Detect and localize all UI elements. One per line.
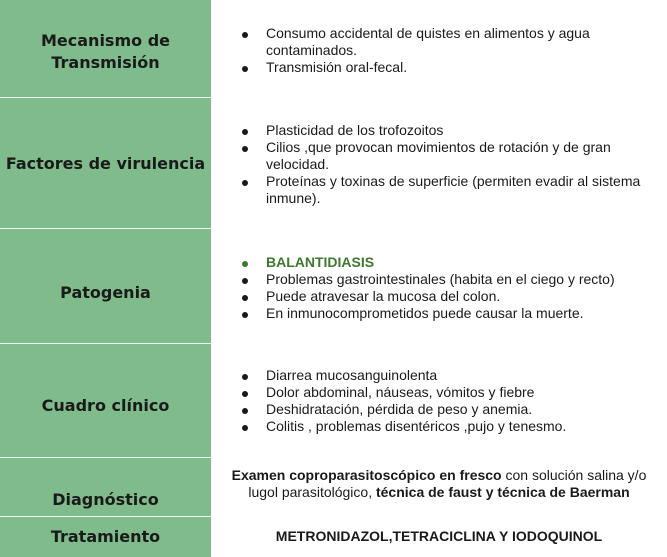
list-item (211, 59, 667, 76)
diagnostico-bold-2: técnica de faust y técnica de Baerman (375, 484, 630, 500)
bullet-icon (242, 425, 248, 431)
row-label (0, 517, 211, 557)
bullet-icon (242, 261, 248, 267)
list-item (211, 288, 667, 305)
item-text: Consumo accidental de quistes en alimentos y agua contaminados. (266, 24, 590, 58)
item-text: Deshidratación, pérdida de peso y anemia. (266, 401, 533, 417)
bullet-icon (242, 312, 248, 318)
row-diagnostico (0, 458, 667, 517)
row-content (211, 229, 667, 344)
label-text: Factores de virulencia (5, 153, 206, 173)
row-patogenia (0, 229, 667, 344)
row-content (211, 98, 667, 229)
list-item (211, 25, 667, 59)
item-text: Diarrea mucosanguinolenta (266, 367, 438, 383)
bullet-icon (242, 146, 248, 152)
list-item (211, 305, 667, 322)
label-text: Mecanismo de Transmisión (41, 31, 170, 72)
row-transmision (0, 0, 667, 98)
item-text: Problemas gastrointestinales (habita en el ciego y recto) (266, 270, 615, 287)
row-content (211, 517, 667, 557)
diagnostico-normal: con solución salina y/o lugol parasitológico, (248, 467, 647, 500)
bullet-icon (242, 295, 248, 301)
row-label (0, 458, 211, 517)
list-item (211, 384, 667, 401)
label-text: Tratamiento (50, 527, 161, 546)
item-text: BALANTIDIASIS (266, 253, 375, 270)
item-text: Transmisión oral-fecal. (266, 58, 408, 75)
row-label (0, 229, 211, 344)
bullet-icon (242, 66, 248, 72)
item-text: Puede atravesar la mucosa del colon. (266, 287, 501, 304)
list-item (211, 139, 667, 173)
label-text: Patogenia (60, 282, 151, 302)
bullet-icon (242, 391, 248, 397)
item-text: Plasticidad de los trofozoitos (266, 122, 444, 138)
list-item (211, 271, 667, 288)
row-content (211, 344, 667, 458)
row-tratamiento (0, 517, 667, 557)
list-item (211, 418, 667, 435)
list-item (211, 122, 667, 139)
bullet-icon (242, 374, 248, 380)
row-label (0, 98, 211, 229)
label-text: Diagnóstico (52, 490, 159, 509)
item-text: En inmunocomprometidos puede causar la muerte. (266, 304, 584, 321)
row-label (0, 344, 211, 458)
bullet-icon (242, 408, 248, 414)
row-content (211, 458, 667, 517)
item-text: Cilios ,que provocan movimientos de rotación y de gran velocidad. (266, 139, 611, 172)
row-content (211, 0, 667, 98)
bullet-icon (242, 32, 248, 38)
diagnostico-bold-1: Examen coproparasitoscópico en fresco (231, 467, 502, 483)
bullet-list (211, 254, 667, 322)
row-virulencia (0, 98, 667, 229)
bullet-list (211, 25, 667, 76)
row-label (0, 0, 211, 98)
list-item (211, 401, 667, 418)
item-text: Proteínas y toxinas de superficie (permiten evadir al sistema inmune). (266, 173, 641, 206)
list-item (211, 173, 667, 207)
tratamiento-text: METRONIDAZOL,TETRACICLINA Y IODOQUINOL (275, 527, 603, 544)
label-text: Cuadro clínico (41, 396, 170, 415)
item-text: Colitis , problemas disentéricos ,pujo y tenesmo. (266, 418, 567, 434)
bullet-list (211, 122, 667, 207)
bullet-list (211, 367, 667, 435)
item-text: Dolor abdominal, náuseas, vómitos y fiebre (266, 384, 535, 400)
row-cuadro-clinico (0, 344, 667, 458)
diagnostico-text (211, 467, 667, 501)
list-item (211, 367, 667, 384)
list-item-highlight (211, 254, 667, 271)
bullet-icon (242, 278, 248, 284)
bullet-icon (242, 180, 248, 186)
bullet-icon (242, 129, 248, 135)
